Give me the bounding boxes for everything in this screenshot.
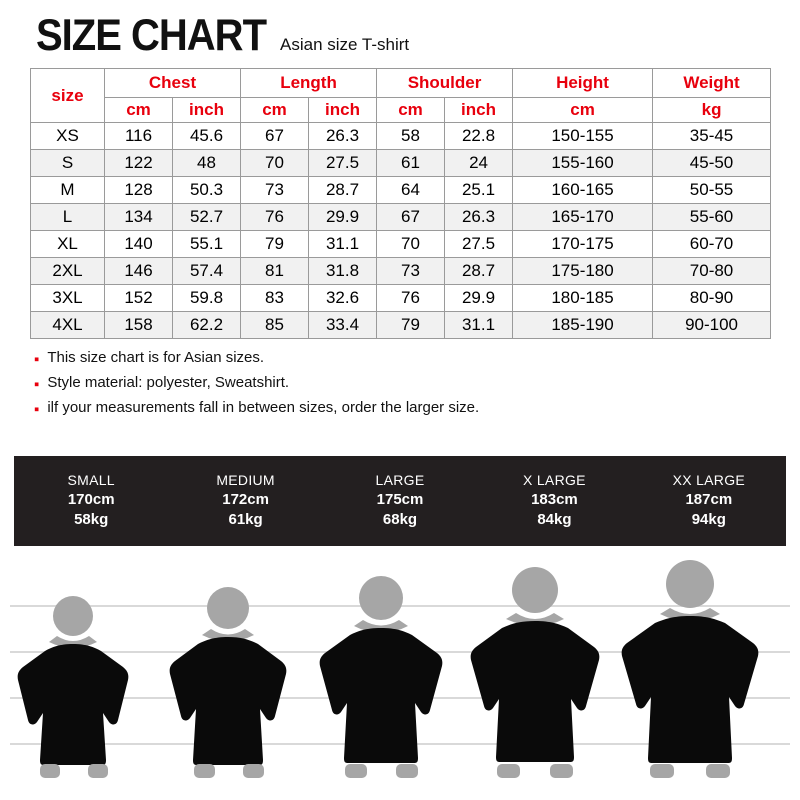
cell-length-inch: 28.7 (309, 177, 377, 204)
cell-shoulder-inch: 25.1 (445, 177, 513, 204)
model-spec-band (14, 456, 786, 546)
header-size-label: size (31, 69, 105, 123)
header-group-height: Height (513, 69, 653, 98)
cell-weight-kg: 80-90 (653, 285, 771, 312)
cell-size: L (31, 204, 105, 231)
table-row (31, 258, 771, 285)
cell-length-inch: 31.1 (309, 231, 377, 258)
square-bullet-icon: ▪ (34, 376, 40, 393)
cell-height-cm: 180-185 (513, 285, 653, 312)
cell-chest-cm: 158 (105, 312, 173, 339)
table-row (31, 285, 771, 312)
cell-size: 2XL (31, 258, 105, 285)
header-unit-chest-inch: inch (173, 98, 241, 123)
cell-chest-cm: 122 (105, 150, 173, 177)
model-height: 170cm (67, 491, 115, 509)
cell-weight-kg: 60-70 (653, 231, 771, 258)
cell-size: M (31, 177, 105, 204)
cell-weight-kg: 90-100 (653, 312, 771, 339)
cell-shoulder-inch: 28.7 (445, 258, 513, 285)
header-unit-shoulder-cm: cm (377, 98, 445, 123)
model-weight: 84kg (537, 511, 572, 529)
cell-size: XL (31, 231, 105, 258)
model-spec-large (323, 471, 477, 530)
cell-weight-kg: 70-80 (653, 258, 771, 285)
cell-length-cm: 81 (241, 258, 309, 285)
table-row (31, 150, 771, 177)
size-table-container (0, 64, 800, 339)
cell-length-inch: 32.6 (309, 285, 377, 312)
cell-shoulder-cm: 67 (377, 204, 445, 231)
table-row (31, 312, 771, 339)
model-weight: 94kg (691, 511, 726, 529)
note-item (34, 399, 800, 417)
cell-shoulder-cm: 76 (377, 285, 445, 312)
model-height: 175cm (376, 491, 424, 509)
note-text: Style material: polyester, Sweatshirt. (47, 374, 290, 391)
model-height: 183cm (531, 491, 578, 509)
figure-small (18, 596, 129, 778)
cell-length-cm: 67 (241, 123, 309, 150)
cell-chest-inch: 52.7 (173, 204, 241, 231)
header-group-weight: Weight (653, 69, 771, 98)
model-name: SMALL (67, 472, 115, 489)
cell-height-cm: 185-190 (513, 312, 653, 339)
cell-chest-inch: 59.8 (173, 285, 241, 312)
cell-chest-inch: 62.2 (173, 312, 241, 339)
cell-height-cm: 155-160 (513, 150, 653, 177)
table-header-row-units (31, 98, 771, 123)
header-group-shoulder: Shoulder (377, 69, 513, 98)
cell-shoulder-inch: 22.8 (445, 123, 513, 150)
cell-height-cm: 160-165 (513, 177, 653, 204)
figure-xxlarge (622, 560, 759, 778)
cell-length-cm: 79 (241, 231, 309, 258)
cell-shoulder-cm: 79 (377, 312, 445, 339)
table-row (31, 177, 771, 204)
cell-weight-kg: 45-50 (653, 150, 771, 177)
model-weight: 58kg (74, 511, 109, 529)
model-name: XX LARGE (672, 472, 746, 489)
model-height: 172cm (222, 491, 269, 509)
cell-chest-inch: 45.6 (173, 123, 241, 150)
header-unit-height-cm: cm (513, 98, 653, 123)
cell-length-cm: 76 (241, 204, 309, 231)
cell-height-cm: 175-180 (513, 258, 653, 285)
cell-chest-cm: 140 (105, 231, 173, 258)
header-unit-length-inch: inch (309, 98, 377, 123)
model-spec-small (14, 471, 168, 530)
model-weight: 68kg (382, 511, 418, 529)
cell-height-cm: 150-155 (513, 123, 653, 150)
note-text: ilf your measurements fall in between sizes, order the larger size. (47, 399, 480, 416)
cell-shoulder-cm: 73 (377, 258, 445, 285)
cell-size: S (31, 150, 105, 177)
cell-chest-inch: 50.3 (173, 177, 241, 204)
cell-height-cm: 170-175 (513, 231, 653, 258)
cell-length-inch: 27.5 (309, 150, 377, 177)
size-table (30, 68, 771, 339)
notes-list (0, 339, 800, 417)
cell-size: 4XL (31, 312, 105, 339)
cell-shoulder-inch: 26.3 (445, 204, 513, 231)
cell-shoulder-cm: 64 (377, 177, 445, 204)
model-spec-xxlarge (632, 471, 786, 530)
model-name: MEDIUM (216, 472, 275, 489)
cell-length-inch: 29.9 (309, 204, 377, 231)
cell-size: XS (31, 123, 105, 150)
table-row (31, 204, 771, 231)
cell-length-cm: 70 (241, 150, 309, 177)
table-header-row-groups (31, 69, 771, 98)
header-group-chest: Chest (105, 69, 241, 98)
cell-shoulder-inch: 24 (445, 150, 513, 177)
cell-height-cm: 165-170 (513, 204, 653, 231)
cell-chest-cm: 116 (105, 123, 173, 150)
page-title: SIZE CHART (36, 10, 266, 61)
cell-length-inch: 31.8 (309, 258, 377, 285)
figure-xlarge (471, 567, 600, 778)
cell-length-inch: 33.4 (309, 312, 377, 339)
note-item (34, 374, 800, 392)
model-name: X LARGE (523, 472, 586, 489)
cell-chest-cm: 152 (105, 285, 173, 312)
cell-chest-inch: 48 (173, 150, 241, 177)
page-subtitle: Asian size T-shirt (280, 35, 410, 54)
figure-medium (170, 587, 287, 778)
cell-weight-kg: 35-45 (653, 123, 771, 150)
table-row (31, 231, 771, 258)
cell-weight-kg: 50-55 (653, 177, 771, 204)
model-weight: 61kg (228, 511, 263, 529)
table-row (31, 123, 771, 150)
cell-chest-inch: 57.4 (173, 258, 241, 285)
cell-shoulder-cm: 61 (377, 150, 445, 177)
model-name: LARGE (375, 472, 425, 489)
note-text: This size chart is for Asian sizes. (47, 349, 265, 366)
header-unit-length-cm: cm (241, 98, 309, 123)
header-unit-shoulder-inch: inch (445, 98, 513, 123)
cell-length-cm: 85 (241, 312, 309, 339)
cell-shoulder-inch: 29.9 (445, 285, 513, 312)
square-bullet-icon: ▪ (34, 351, 40, 368)
note-item (34, 349, 800, 367)
cell-shoulder-cm: 58 (377, 123, 445, 150)
cell-length-cm: 73 (241, 177, 309, 204)
cell-length-cm: 83 (241, 285, 309, 312)
square-bullet-icon: ▪ (34, 401, 40, 418)
cell-chest-cm: 146 (105, 258, 173, 285)
header-group-length: Length (241, 69, 377, 98)
cell-weight-kg: 55-60 (653, 204, 771, 231)
cell-size: 3XL (31, 285, 105, 312)
model-height: 187cm (685, 491, 733, 509)
header-unit-chest-cm: cm (105, 98, 173, 123)
page-header (0, 0, 800, 64)
cell-chest-inch: 55.1 (173, 231, 241, 258)
cell-shoulder-inch: 31.1 (445, 312, 513, 339)
model-spec-xlarge (477, 471, 631, 530)
cell-length-inch: 26.3 (309, 123, 377, 150)
model-figures (0, 548, 800, 800)
cell-shoulder-cm: 70 (377, 231, 445, 258)
header-unit-weight-kg: kg (653, 98, 771, 123)
cell-chest-cm: 134 (105, 204, 173, 231)
cell-chest-cm: 128 (105, 177, 173, 204)
cell-shoulder-inch: 27.5 (445, 231, 513, 258)
model-spec-medium (168, 471, 322, 530)
